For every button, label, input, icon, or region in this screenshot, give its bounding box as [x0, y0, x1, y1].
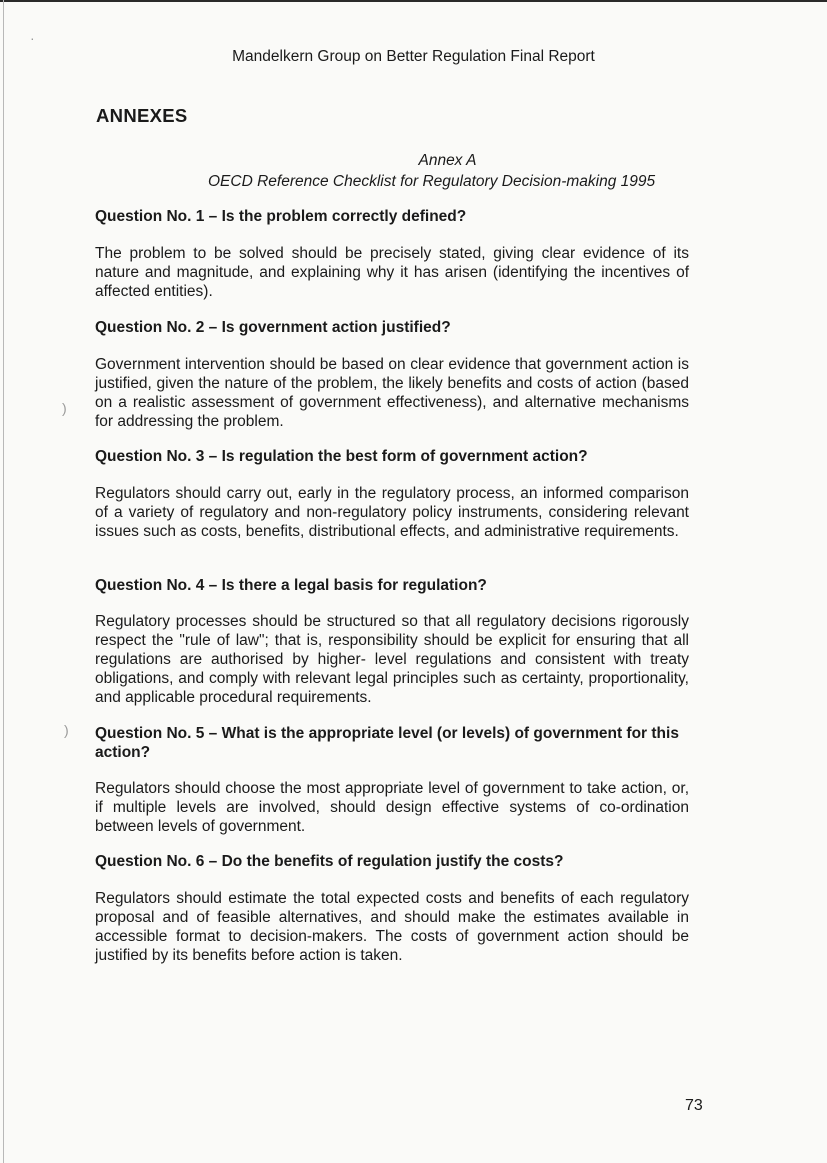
running-head: Mandelkern Group on Better Regulation Final Report — [232, 48, 595, 65]
question-heading: Question No. 5 – What is the appropriate level (or levels) of government for this action? — [95, 725, 679, 761]
annex-title: OECD Reference Checklist for Regulatory Decision-making 1995 — [208, 173, 656, 190]
binding-hole-mark: ) — [64, 722, 69, 738]
page-left-edge — [3, 0, 4, 1163]
binding-hole-mark: ) — [62, 400, 67, 416]
question-body: Regulators should choose the most appropriate level of government to take action, or, if multiple levels are involved, should design effective systems of co-ordination between levels of government. — [95, 780, 689, 835]
question-body: Government intervention should be based on clear evidence that government action is justified, given the nature of the problem, the likely benefits and costs of action (based on a realistic assessment of government effectiveness), and alternative mechanisms for addressing the problem. — [95, 356, 689, 430]
page-top-edge — [0, 0, 827, 2]
question-body: Regulators should estimate the total expected costs and benefits of each regulatory proposal and of feasible alternatives, and should make the estimates available in accessible format to decision-makers. The costs of government action should be justified by its benefits before action is taken. — [95, 890, 689, 964]
question-heading: Question No. 6 – Do the benefits of regulation justify the costs? — [95, 853, 564, 870]
question-heading: Question No. 2 – Is government action justified? — [95, 319, 451, 336]
page-number: 73 — [685, 1097, 703, 1114]
question-body: The problem to be solved should be precisely stated, giving clear evidence of its nature and magnitude, and explaining why it has arisen (identifying the incentives of affected entities). — [95, 245, 689, 300]
question-heading: Question No. 4 – Is there a legal basis for regulation? — [95, 577, 487, 594]
question-body: Regulatory processes should be structured so that all regulatory decisions rigorously respect the "rule of law"; that is, responsibility should be explicit for ensuring that all regulations are authorised by higher- level regulations and consistent with treaty obligations, and comply with relevant legal principles such as certainty, proportionality, and applicable procedural requirements. — [95, 613, 689, 706]
question-heading: Question No. 1 – Is the problem correctly defined? — [95, 208, 467, 225]
scan-dot-mark: · — [30, 30, 35, 46]
section-heading: ANNEXES — [96, 105, 188, 126]
annex-label: Annex A — [418, 152, 477, 169]
question-heading: Question No. 3 – Is regulation the best form of government action? — [95, 448, 588, 465]
question-body: Regulators should carry out, early in the regulatory process, an informed comparison of a variety of regulatory and non-regulatory policy instruments, considering relevant issues such as costs, benefits, distributional effects, and administrative requirements. — [95, 485, 689, 540]
